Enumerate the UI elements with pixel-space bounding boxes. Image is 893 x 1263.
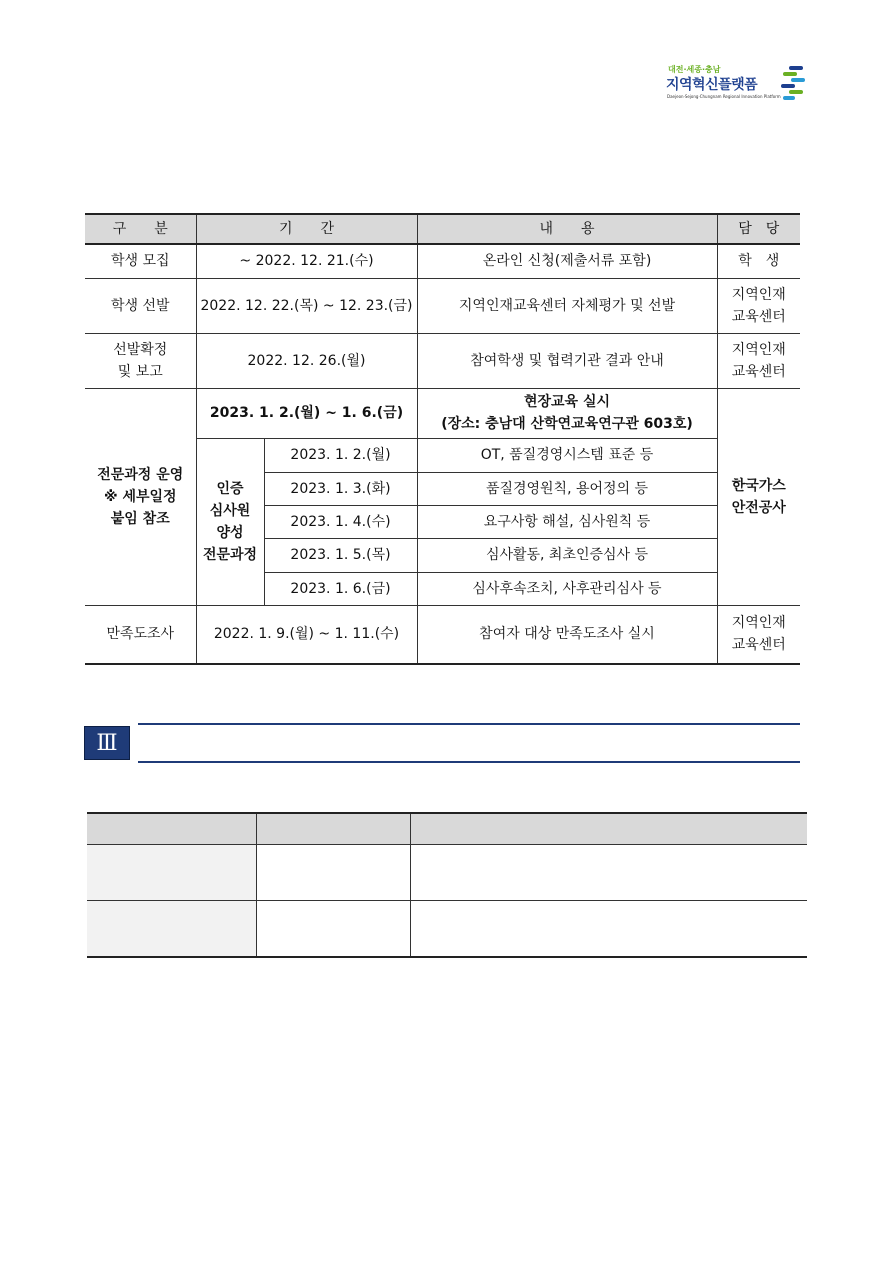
owner-line: 지역인재 — [731, 615, 786, 632]
category-line: 및 보고 — [117, 363, 163, 380]
section-rule-top — [138, 723, 800, 725]
cell-category: 학생 모집 — [85, 244, 196, 278]
cell-content: 참여자 대상 만족도조사 실시 — [417, 605, 717, 664]
cell-owner — [717, 333, 800, 388]
cell-program — [196, 438, 264, 605]
section-rule-bottom — [138, 761, 800, 763]
logo-name: 지역혁신플랫폼 — [666, 77, 758, 93]
cell-period: 2022. 1. 9.(월) ~ 1. 11.(수) — [196, 605, 417, 664]
table-cell — [410, 901, 807, 958]
cell-day-date: 2023. 1. 4.(수) — [264, 505, 417, 538]
cell-category: 만족도조사 — [85, 605, 196, 664]
cell-category: 학생 선발 — [85, 278, 196, 333]
header-cell — [256, 813, 410, 845]
table-cell — [410, 845, 807, 901]
table-row — [85, 605, 800, 664]
section-number: Ⅲ — [84, 726, 130, 760]
owner-line: 교육센터 — [731, 308, 786, 325]
header-content: 내 용 — [417, 214, 717, 244]
owner-line: 지역인재 — [731, 341, 786, 358]
program-line: 심사원 — [209, 502, 251, 519]
section-heading — [84, 723, 800, 763]
owner-line: 지역인재 — [731, 286, 786, 303]
owner-line: 안전공사 — [731, 499, 786, 516]
logo-region: 대전·세종·충남 — [668, 65, 721, 74]
header-category: 구 분 — [85, 214, 196, 244]
header-owner: 담 당 — [717, 214, 800, 244]
category-line: 선발확정 — [113, 341, 168, 358]
cell-category — [85, 333, 196, 388]
cell-day-content: 요구사항 해설, 심사원칙 등 — [417, 505, 717, 538]
program-line: 양성 — [216, 524, 244, 541]
schedule-table — [85, 213, 800, 665]
owner-line: 교육센터 — [731, 637, 786, 654]
cell-day-content: 품질경영원칙, 용어정의 등 — [417, 472, 717, 505]
cell-day-date: 2023. 1. 6.(금) — [264, 572, 417, 605]
cell-course-owner — [717, 388, 800, 605]
cell-content: 참여학생 및 협력기관 결과 안내 — [417, 333, 717, 388]
program-line: 전문과정 — [202, 546, 258, 563]
table-cell — [87, 901, 256, 958]
cell-course-content — [417, 388, 717, 438]
owner-line: 교육센터 — [731, 363, 786, 380]
table-row-course — [85, 388, 800, 438]
cell-period: 2022. 12. 22.(목) ~ 12. 23.(금) — [196, 278, 417, 333]
table-cell — [87, 845, 256, 901]
cell-day-date: 2023. 1. 5.(목) — [264, 538, 417, 572]
program-line: 인증 — [216, 480, 244, 497]
cell-day-date: 2023. 1. 3.(화) — [264, 472, 417, 505]
second-table — [87, 812, 807, 958]
cell-day-content: 심사후속조치, 사후관리심사 등 — [417, 572, 717, 605]
cell-content: 지역인재교육센터 자체평가 및 선발 — [417, 278, 717, 333]
table-header-row — [87, 813, 807, 845]
table-row — [87, 901, 807, 958]
category-line: 전문과정 운영 — [97, 466, 184, 483]
category-line: ※ 세부일정 — [103, 488, 177, 505]
table-row — [85, 244, 800, 278]
category-line: 붙임 참조 — [110, 510, 170, 527]
cell-course-period: 2023. 1. 2.(월) ~ 1. 6.(금) — [196, 388, 417, 438]
owner-line: 한국가스 — [731, 477, 786, 494]
cell-day-date: 2023. 1. 2.(월) — [264, 438, 417, 472]
cell-course-category — [85, 388, 196, 605]
logo-subtitle: Daejeon·Sejong·Chungnam Regional Innovation Platform — [667, 94, 781, 99]
cell-period: ~ 2022. 12. 21.(수) — [196, 244, 417, 278]
cell-day-content: 심사활동, 최초인증심사 등 — [417, 538, 717, 572]
header-cell — [410, 813, 807, 845]
header-cell — [87, 813, 256, 845]
cell-owner: 학 생 — [717, 244, 800, 278]
cell-owner — [717, 278, 800, 333]
cell-content: 온라인 신청(제출서류 포함) — [417, 244, 717, 278]
cell-owner — [717, 605, 800, 664]
cell-day-content: OT, 품질경영시스템 표준 등 — [417, 438, 717, 472]
table-cell — [256, 845, 410, 901]
table-row — [85, 278, 800, 333]
platform-logo — [664, 64, 809, 104]
content-line: (장소: 충남대 산학연교육연구관 603호) — [441, 416, 693, 432]
table-row — [85, 333, 800, 388]
table-header-row — [85, 214, 800, 244]
header-period: 기 간 — [196, 214, 417, 244]
cell-period: 2022. 12. 26.(월) — [196, 333, 417, 388]
logo-swirl-icon — [781, 66, 807, 100]
content-line: 현장교육 실시 — [523, 394, 611, 410]
table-row — [87, 845, 807, 901]
table-cell — [256, 901, 410, 958]
